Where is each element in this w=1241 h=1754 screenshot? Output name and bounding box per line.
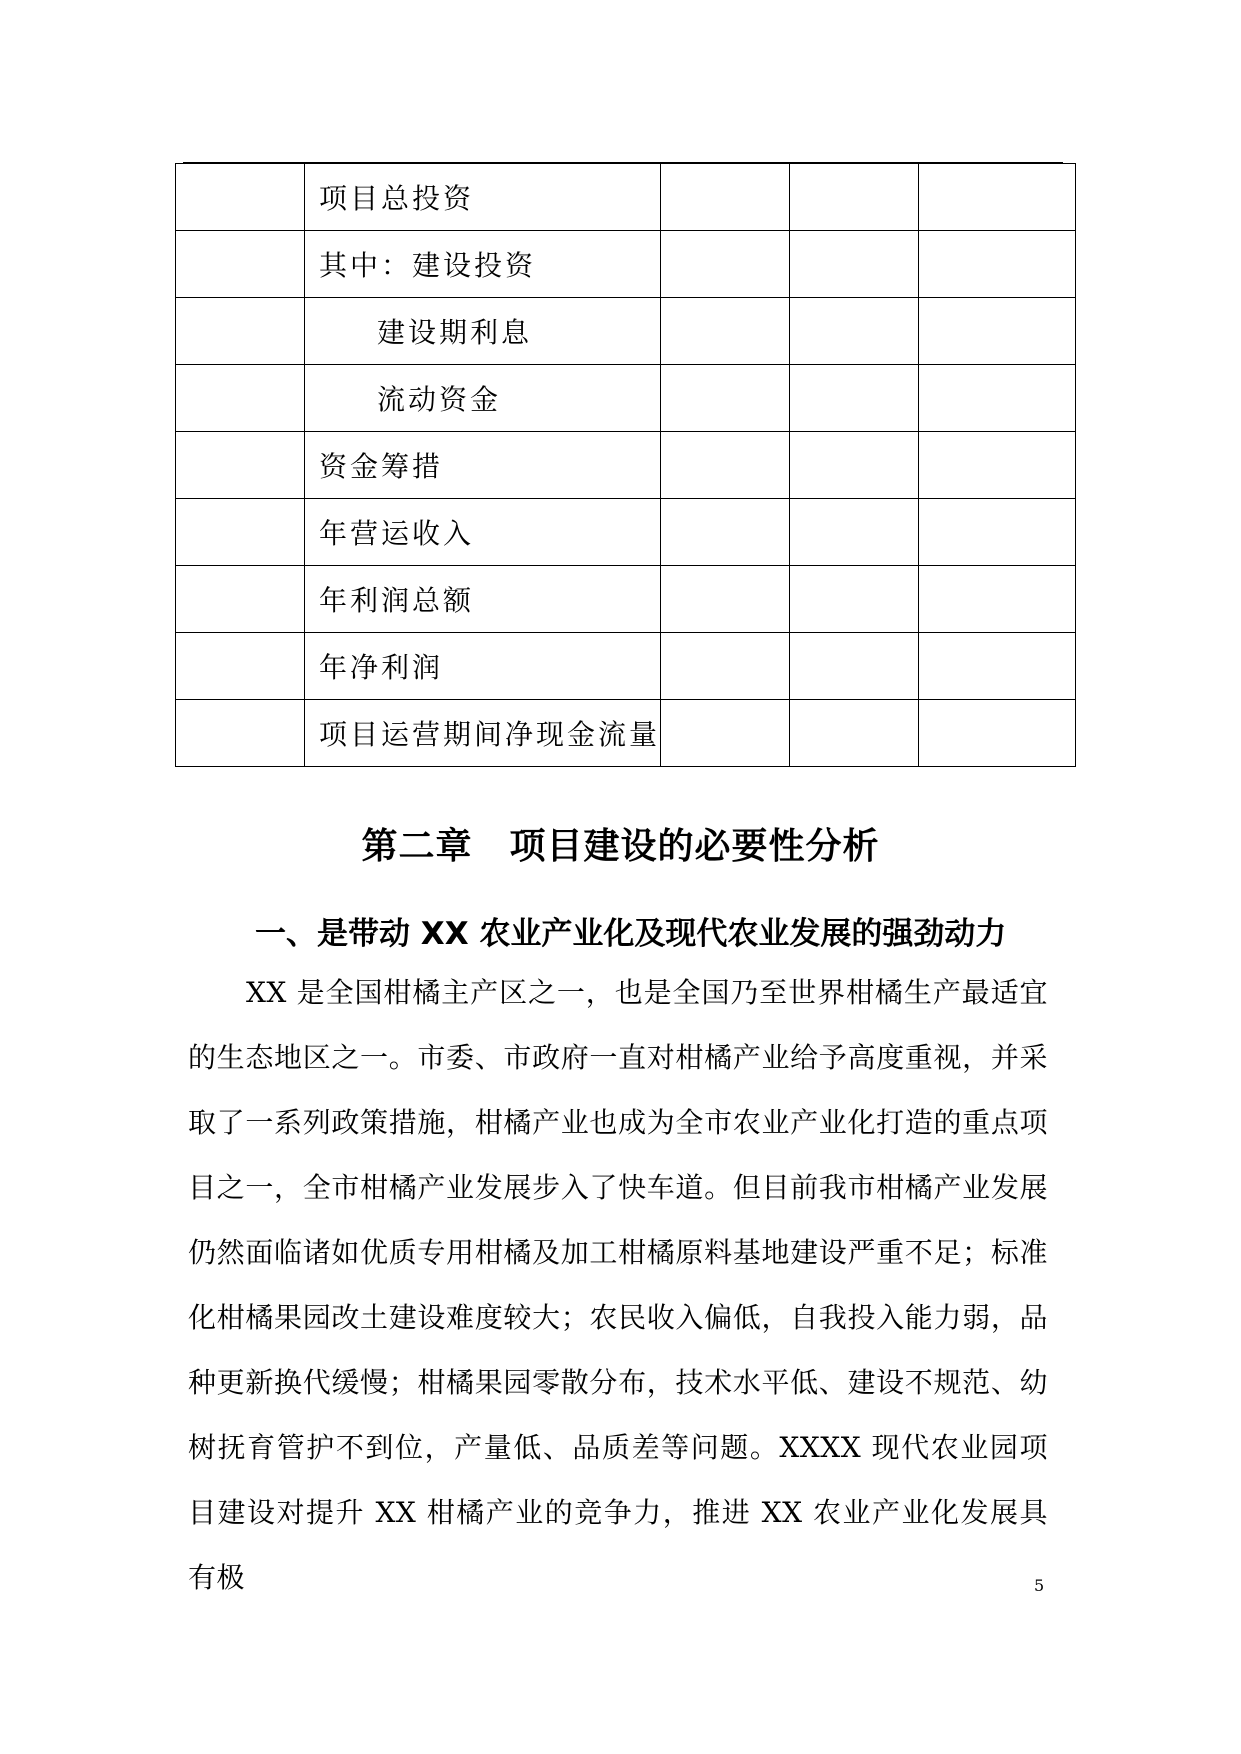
row-label: 年净利润 xyxy=(305,633,661,700)
table-cell xyxy=(176,700,305,767)
row-label: 其中：建设投资 xyxy=(305,231,661,298)
table-cell xyxy=(919,365,1076,432)
table-cell xyxy=(919,566,1076,633)
table-cell xyxy=(919,231,1076,298)
table-cell xyxy=(661,432,790,499)
table-cell xyxy=(661,164,790,231)
table-cell xyxy=(176,231,305,298)
row-label: 资金筹措 xyxy=(305,432,661,499)
table-cell xyxy=(919,633,1076,700)
table-cell xyxy=(790,365,919,432)
table-cell xyxy=(176,365,305,432)
table-cell xyxy=(661,298,790,365)
table-row xyxy=(176,432,1076,499)
table-cell xyxy=(919,499,1076,566)
table-cell xyxy=(790,231,919,298)
row-label: 年利润总额 xyxy=(305,566,661,633)
row-label: 项目运营期间净现金流量 xyxy=(305,700,661,767)
table-cell xyxy=(919,164,1076,231)
table-row xyxy=(176,633,1076,700)
investment-table xyxy=(175,163,1076,767)
table-cell xyxy=(176,633,305,700)
table-row xyxy=(176,298,1076,365)
table-cell xyxy=(919,700,1076,767)
row-label: 流动资金 xyxy=(305,365,661,432)
table-cell xyxy=(919,432,1076,499)
investment-table-body xyxy=(176,164,1076,767)
table-row xyxy=(176,164,1076,231)
table-cell xyxy=(919,298,1076,365)
table-cell xyxy=(790,298,919,365)
table-cell xyxy=(661,700,790,767)
table-cell xyxy=(661,633,790,700)
table-row xyxy=(176,499,1076,566)
table-cell xyxy=(176,566,305,633)
table-cell xyxy=(176,499,305,566)
table-row xyxy=(176,566,1076,633)
table-cell xyxy=(661,231,790,298)
table-cell xyxy=(790,499,919,566)
table-cell xyxy=(790,164,919,231)
table-cell xyxy=(661,566,790,633)
table-cell xyxy=(790,700,919,767)
table-row xyxy=(176,231,1076,298)
section-heading: 一、是带动 XX 农业产业化及现代农业发展的强劲动力 xyxy=(255,916,1007,952)
table-cell xyxy=(661,499,790,566)
table-row xyxy=(176,365,1076,432)
table-cell xyxy=(790,633,919,700)
chapter-title: 第二章 项目建设的必要性分析 xyxy=(361,826,880,867)
body-paragraph: XX 是全国柑橘主产区之一，也是全国乃至世界柑橘生产最适宜的生态地区之一。市委、市政府一直对柑橘产业给予高度重视，并采取了一系列政策措施，柑橘产业也成为全市农业产业化打造的重点项目之一，全市柑橘产业发展步入了快车道。但目前我市柑橘产业发展仍然面临诸如优质专用柑橘及加工柑橘原料基地建设严重不足；标准化柑橘果园改土建设难度较大；农民收入偏低，自我投入能力弱，品种更新换代缓慢；柑橘果园零散分布，技术水平低、建设不规范、幼树抚育管护不到位，产量低、品质差等问题。XXXX 现代农业园项目建设对提升 XX 柑橘产业的竞争力，推进 XX 农业产业化发展具有极 xyxy=(188,976,1048,1594)
table-cell xyxy=(790,566,919,633)
row-label: 建设期利息 xyxy=(305,298,661,365)
row-label: 项目总投资 xyxy=(305,164,661,231)
table-cell xyxy=(176,298,305,365)
table-row xyxy=(176,700,1076,767)
row-label: 年营运收入 xyxy=(305,499,661,566)
page-number: 5 xyxy=(1034,1576,1045,1595)
table-cell xyxy=(790,432,919,499)
table-cell xyxy=(176,164,305,231)
table-cell xyxy=(176,432,305,499)
table-cell xyxy=(661,365,790,432)
